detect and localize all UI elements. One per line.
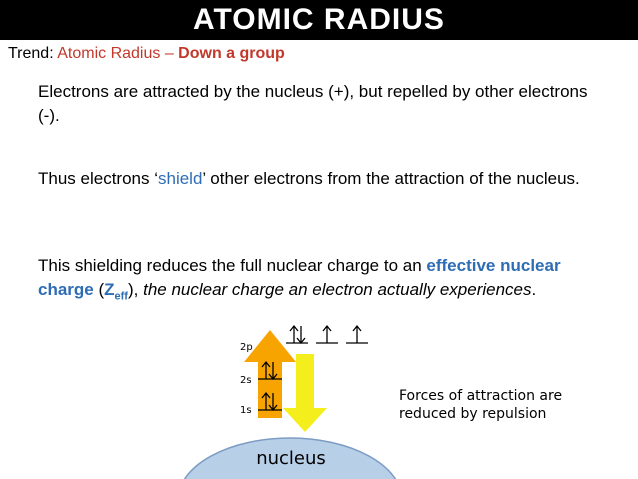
para3-before: This shielding reduces the full nuclear charge to an: [38, 256, 427, 275]
para2-after: ’ other electrons from the attraction of the nucleus.: [202, 169, 580, 188]
shield-term: shield: [158, 169, 203, 188]
forces-line-1: Forces of attraction are: [399, 388, 563, 404]
orbital-2p-boxes: [286, 326, 368, 343]
para3-end: .: [531, 280, 537, 299]
orbital-label-2p: 2p: [240, 342, 253, 353]
para3-paren-open: (: [93, 280, 105, 299]
paragraph-attraction: Electrons are attracted by the nucleus (+), but repelled by other electrons (-).: [38, 82, 588, 125]
zeff-subscript: eff: [114, 290, 128, 303]
trend-emphasis: Down a group: [178, 45, 285, 62]
repulsion-arrow: [283, 354, 327, 432]
orbital-label-1s: 1s: [240, 405, 252, 416]
para3-paren-close: ),: [127, 280, 144, 299]
forces-caption: [399, 387, 562, 423]
trend-value: Atomic Radius –: [57, 45, 174, 62]
trend-label: Trend:: [8, 45, 54, 62]
effective-nuclear-charge-term: effective nuclear charge: [38, 256, 561, 299]
forces-line-2: reduced by repulsion: [399, 406, 547, 422]
slide-title: ATOMIC RADIUS: [0, 0, 638, 40]
para2-before: Thus electrons ‘: [38, 169, 158, 188]
zeff-letter: Z: [104, 280, 115, 299]
orbital-label-2s: 2s: [240, 375, 252, 386]
nucleus-label: nucleus: [256, 448, 326, 469]
para3-italic: the nuclear charge an electron actually experiences: [143, 280, 532, 299]
